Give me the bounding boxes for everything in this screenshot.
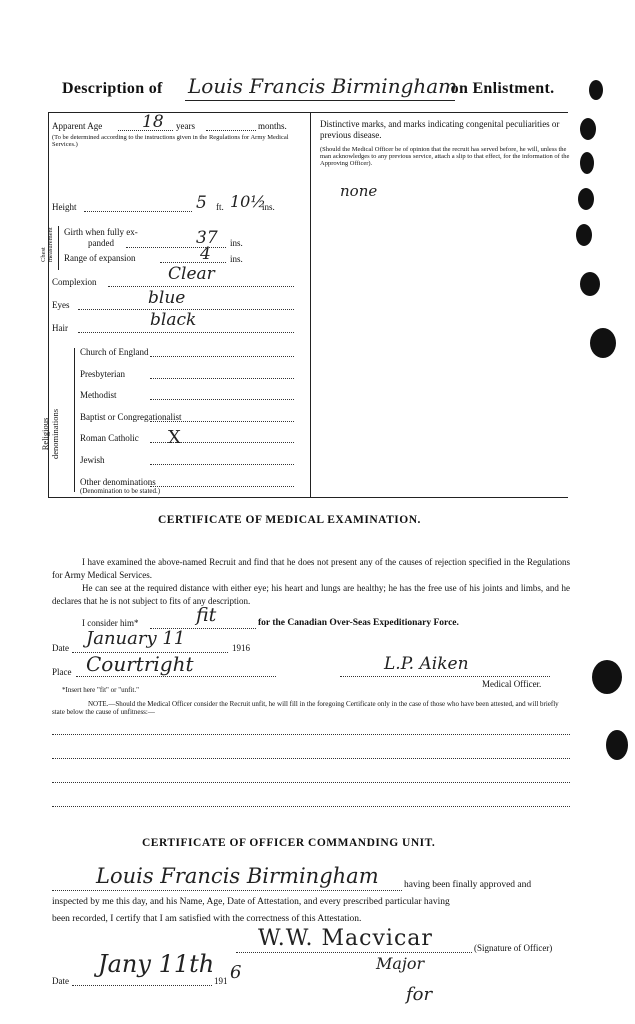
months-label: months. [258,121,287,131]
punch-hole [580,272,600,296]
medical-year: 1916 [232,643,250,653]
height-label: Height [52,202,77,212]
co-year-printed: 191 [214,976,228,986]
age-value: 18 [142,112,164,132]
height-ins-value: 10½ [230,192,266,211]
distinctive-note: (Should the Medical Officer be of opinion that the recruit has served before, he will, unless the man acknowledges to any previous service, attach a slip to that effect, for the information of the Approving Officer). [320,146,570,167]
ins-label: ins. [262,202,275,212]
punch-hole [580,118,596,140]
girth-label-2: panded [88,238,114,248]
hair-label: Hair [52,323,68,333]
punch-hole [589,80,603,100]
religion-option-label: Methodist [80,390,117,400]
religion-option-line [150,378,294,379]
co-year-handwritten: 6 [230,962,242,983]
girth-label-1: Girth when fully ex- [64,227,138,237]
co-name-line [52,890,402,891]
box-top [48,112,568,113]
officer-sig-line [340,676,550,677]
consider-value: fit [196,604,217,626]
punch-hole [576,224,592,246]
punch-hole [578,188,594,210]
religion-option-label: Roman Catholic [80,433,139,443]
distinctive-heading: Distinctive marks, and marks indicating congenital peculiarities or previous disease. [320,119,560,140]
co-for: for [406,984,433,1005]
co-line-2: inspected by me this day, and his Name, Age, Date of Attestation, and every prescribed particular having [52,897,450,907]
religion-option-label: Jewish [80,455,105,465]
consider-suffix: for the Canadian Over-Seas Expeditionary Force. [258,618,459,628]
co-signature-label: (Signature of Officer) [474,943,553,953]
religion-option-label: Church of England [80,347,149,357]
hair-line [78,332,294,333]
religion-option-label: Baptist or Congregationalist [80,412,182,422]
religion-label: Religious denominations [40,408,60,460]
distinctive-value: none [340,182,378,200]
medical-officer-label: Medical Officer. [482,679,542,689]
place-value: Courtright [86,652,194,676]
religion-option-mark: X [168,427,181,448]
range-unit: ins. [230,254,243,264]
consider-label: I consider him* [82,618,139,628]
punch-hole [590,328,616,358]
medical-officer-signature: L.P. Aiken [384,654,469,674]
apparent-age-label: Apparent Age [52,121,103,131]
range-label: Range of expansion [64,253,136,263]
height-line [84,211,192,212]
age-note: (To be determined according to the instructions given in the Regulations for Army Medical Services.) [52,134,289,148]
height-ft-value: 5 [196,193,207,213]
co-date-label: Date [52,976,69,986]
unfitness-line [52,758,570,759]
title-rule [185,100,455,101]
ft-label: ft. [216,202,224,212]
range-value: 4 [200,244,211,264]
medical-para-1: I have examined the above-named Recruit and find that he does not present any of the causes of rejection specified in the Regulations for Army Medical Services. [52,557,570,580]
religion-option-line [150,399,294,400]
title-left: Description of [62,80,163,97]
commanding-heading: CERTIFICATE OF OFFICER COMMANDING UNIT. [142,837,436,849]
medical-note: NOTE.—Should the Medical Officer consider the Recruit unfit, he will fill in the foregoing Certificate only in the case of those who have been attested, and will briefly state below the cause of unfitness:— [52,700,559,716]
punch-hole [592,660,622,694]
unfitness-line [52,734,570,735]
box-mid [310,112,311,498]
co-rank: Major [376,954,425,973]
range-line [160,262,226,263]
medical-date-value: January 11 [86,628,186,649]
eyes-value: blue [148,288,186,308]
co-date-line [72,985,212,986]
medical-heading: CERTIFICATE OF MEDICAL EXAMINATION. [158,514,421,526]
place-label: Place [52,667,72,677]
recruit-name-handwritten: Louis Francis Birmingham [188,74,458,98]
other-denomination-note: (Denomination to be stated.) [80,487,161,495]
religion-option-line [150,421,294,422]
complexion-label: Complexion [52,277,97,287]
religion-brace [74,348,75,492]
religion-option-line [150,356,294,357]
religion-option-label: Other denominations [80,477,156,487]
title-right: on Enlistment. [450,80,555,97]
complexion-value: Clear [168,264,215,284]
medical-date-label: Date [52,643,69,653]
chest-label: Chest measurement [40,227,54,262]
punch-hole [606,730,628,760]
box-bottom [48,497,568,498]
complexion-line [108,286,294,287]
religion-option-label: Presbyterian [80,369,125,379]
medical-para-2: He can see at the required distance with either eye; his heart and lungs are healthy; he has the free use of his joints and limbs, and he declares that he is not subject to fits of any description. [52,583,570,606]
religion-option-line [150,486,294,487]
girth-value: 37 [196,228,218,248]
unfitness-line [52,782,570,783]
co-date-value: Jany 11th [98,950,215,978]
religion-option-line [150,464,294,465]
co-line-1: having been finally approved and [404,880,532,890]
co-sig-line [236,952,472,953]
girth-unit: ins. [230,238,243,248]
months-line [206,130,256,131]
co-line-3: been recorded, I certify that I am satisfied with the correctness of this Attestation. [52,914,362,924]
eyes-label: Eyes [52,300,70,310]
unfitness-line [52,806,570,807]
chest-brace [58,226,59,270]
co-recruit-name: Louis Francis Birmingham [96,864,379,888]
co-signature: W.W. Macvicar [258,926,433,951]
punch-hole [580,152,594,174]
place-line [76,676,276,677]
hair-value: black [150,310,197,330]
years-label: years [176,121,195,131]
insert-note: *Insert here "fit" or "unfit." [62,686,139,694]
